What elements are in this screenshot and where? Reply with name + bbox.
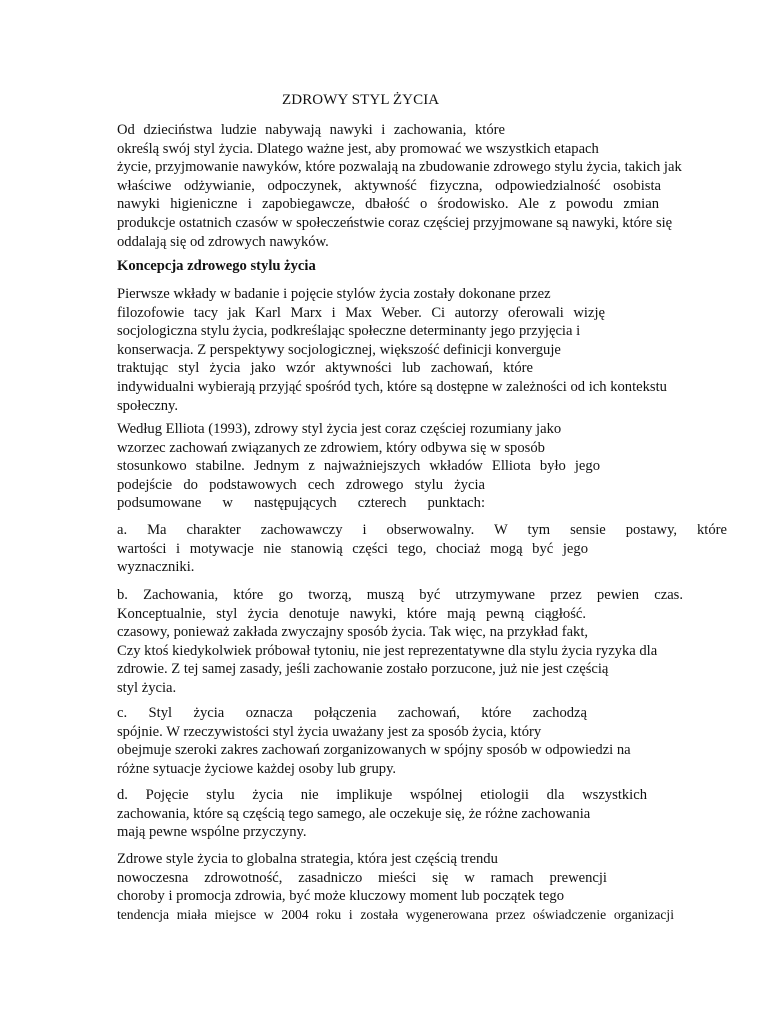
list-item-d [117,786,727,842]
text-line: Od dzieciństwa ludzie nabywają nawyki i zachowania, które [117,122,505,138]
text-line: nawyki higieniczne i zapobiegawcze, dbałość o środowisko. Ale z powodu zmian [117,196,659,213]
text-line: wartości i motywacje nie stanowią części tego, chociaż mogą być jego [117,540,588,557]
list-item-c [117,704,727,778]
text-line: oddalają się od zdrowych nawyków. [117,233,329,250]
text-line: różne sytuacje życiowe każdej osoby lub grupy. [117,760,397,777]
text-line: życie, przyjmowanie nawyków, które pozwalają na zbudowanie zdrowego stylu życia, takich jak [117,159,682,176]
text-line: właściwe odżywianie, odpoczynek, aktywność fizyczna, odpowiedzialność osobista [117,177,661,194]
paragraph-origins [117,285,727,415]
text-line: choroby i promocja zdrowia, być może kluczowy moment lub początek tego [117,888,564,905]
text-line: zachowania, które są częścią tego samego, ale oczekuje się, że różne zachowania [117,805,591,822]
text-line: Konceptualnie, styl życia denotuje nawyki, które mają pewną ciągłość. [117,605,586,622]
text-line: spójnie. W rzeczywistości styl życia uważany jest za sposób życia, który [117,723,542,740]
text-line: czasowy, ponieważ zakłada zwyczajny sposób życia. Tak więc, na przykład fakt, [117,624,589,641]
text-line: a. Ma charakter zachowawczy i obserwowalny. W tym sensie postawy, które [117,522,727,538]
text-line: produkcje ostatnich czasów w społeczeństwie coraz częściej przyjmowane są nawyki, które się [117,214,673,231]
text-line: Czy ktoś kiedykolwiek próbował tytoniu, nie jest reprezentatywne dla stylu życia ryzyka dla [117,642,658,659]
paragraph-intro [117,121,727,251]
text-line: styl życia. [117,679,177,696]
text-line: określą swój styl życia. Dlatego ważne jest, aby promować we wszystkich etapach [117,140,599,157]
text-line: społeczny. [117,397,179,414]
text-line: tendencja miała miejsce w 2004 roku i została wygenerowana przez oświadczenie organizacji [117,906,674,922]
text-line: c. Styl życia oznacza połączenia zachowań, które zachodzą [117,705,587,721]
text-line: traktując styl życia jako wzór aktywności lub zachowań, które [117,360,533,377]
list-item-a [117,521,727,577]
text-line: Według Elliota (1993), zdrowy styl życia jest coraz częściej rozumiany jako [117,421,562,437]
text-line: Zdrowe style życia to globalna strategia, która jest częścią trendu [117,851,498,867]
paragraph-elliot [117,420,727,513]
text-line: indywidualni wybierają przyjąć spośród tych, które są dostępne w zależności od ich kontekstu [117,378,667,395]
document-title: ZDROWY STYL ŻYCIA [282,92,440,108]
text-line: b. Zachowania, które go tworzą, muszą być utrzymywane przez pewien czas. [117,587,683,603]
text-line: konserwacja. Z perspektywy socjologicznej, większość definicji konverguje [117,341,561,358]
paragraph-strategy [117,850,727,924]
text-line: filozofowie tacy jak Karl Marx i Max Weber. Ci autorzy oferowali wizję [117,304,605,321]
list-item-b [117,586,727,698]
text-line: wyznaczniki. [117,559,195,576]
text-line: podsumowane w następujących czterech punktach: [117,495,485,512]
text-line: socjologiczna stylu życia, podkreślając społeczne determinanty jego przyjęcia i [117,323,581,340]
text-line: nowoczesna zdrowotność, zasadniczo mieści się w ramach prewencji [117,869,607,886]
text-line: wzorzec zachowań związanych ze zdrowiem, który odbywa się w sposób [117,439,545,456]
text-line: zdrowie. Z tej samej zasady, jeśli zachowanie zostało porzucone, już nie jest częścią [117,661,609,678]
text-line: d. Pojęcie stylu życia nie implikuje wspólnej etiologii dla wszystkich [117,787,647,803]
text-line: mają pewne wspólne przyczyny. [117,824,307,841]
section-heading: Koncepcja zdrowego stylu życia [117,258,316,274]
text-line: podejście do podstawowych cech zdrowego stylu życia [117,476,485,493]
text-line: stosunkowo stabilne. Jednym z najważniejszych wkładów Elliota było jego [117,458,600,475]
text-line: Pierwsze wkłady w badanie i pojęcie stylów życia zostały dokonane przez [117,286,551,302]
text-line: obejmuje szeroki zakres zachowań zorganizowanych w spójny sposób w odpowiedzi na [117,742,631,759]
